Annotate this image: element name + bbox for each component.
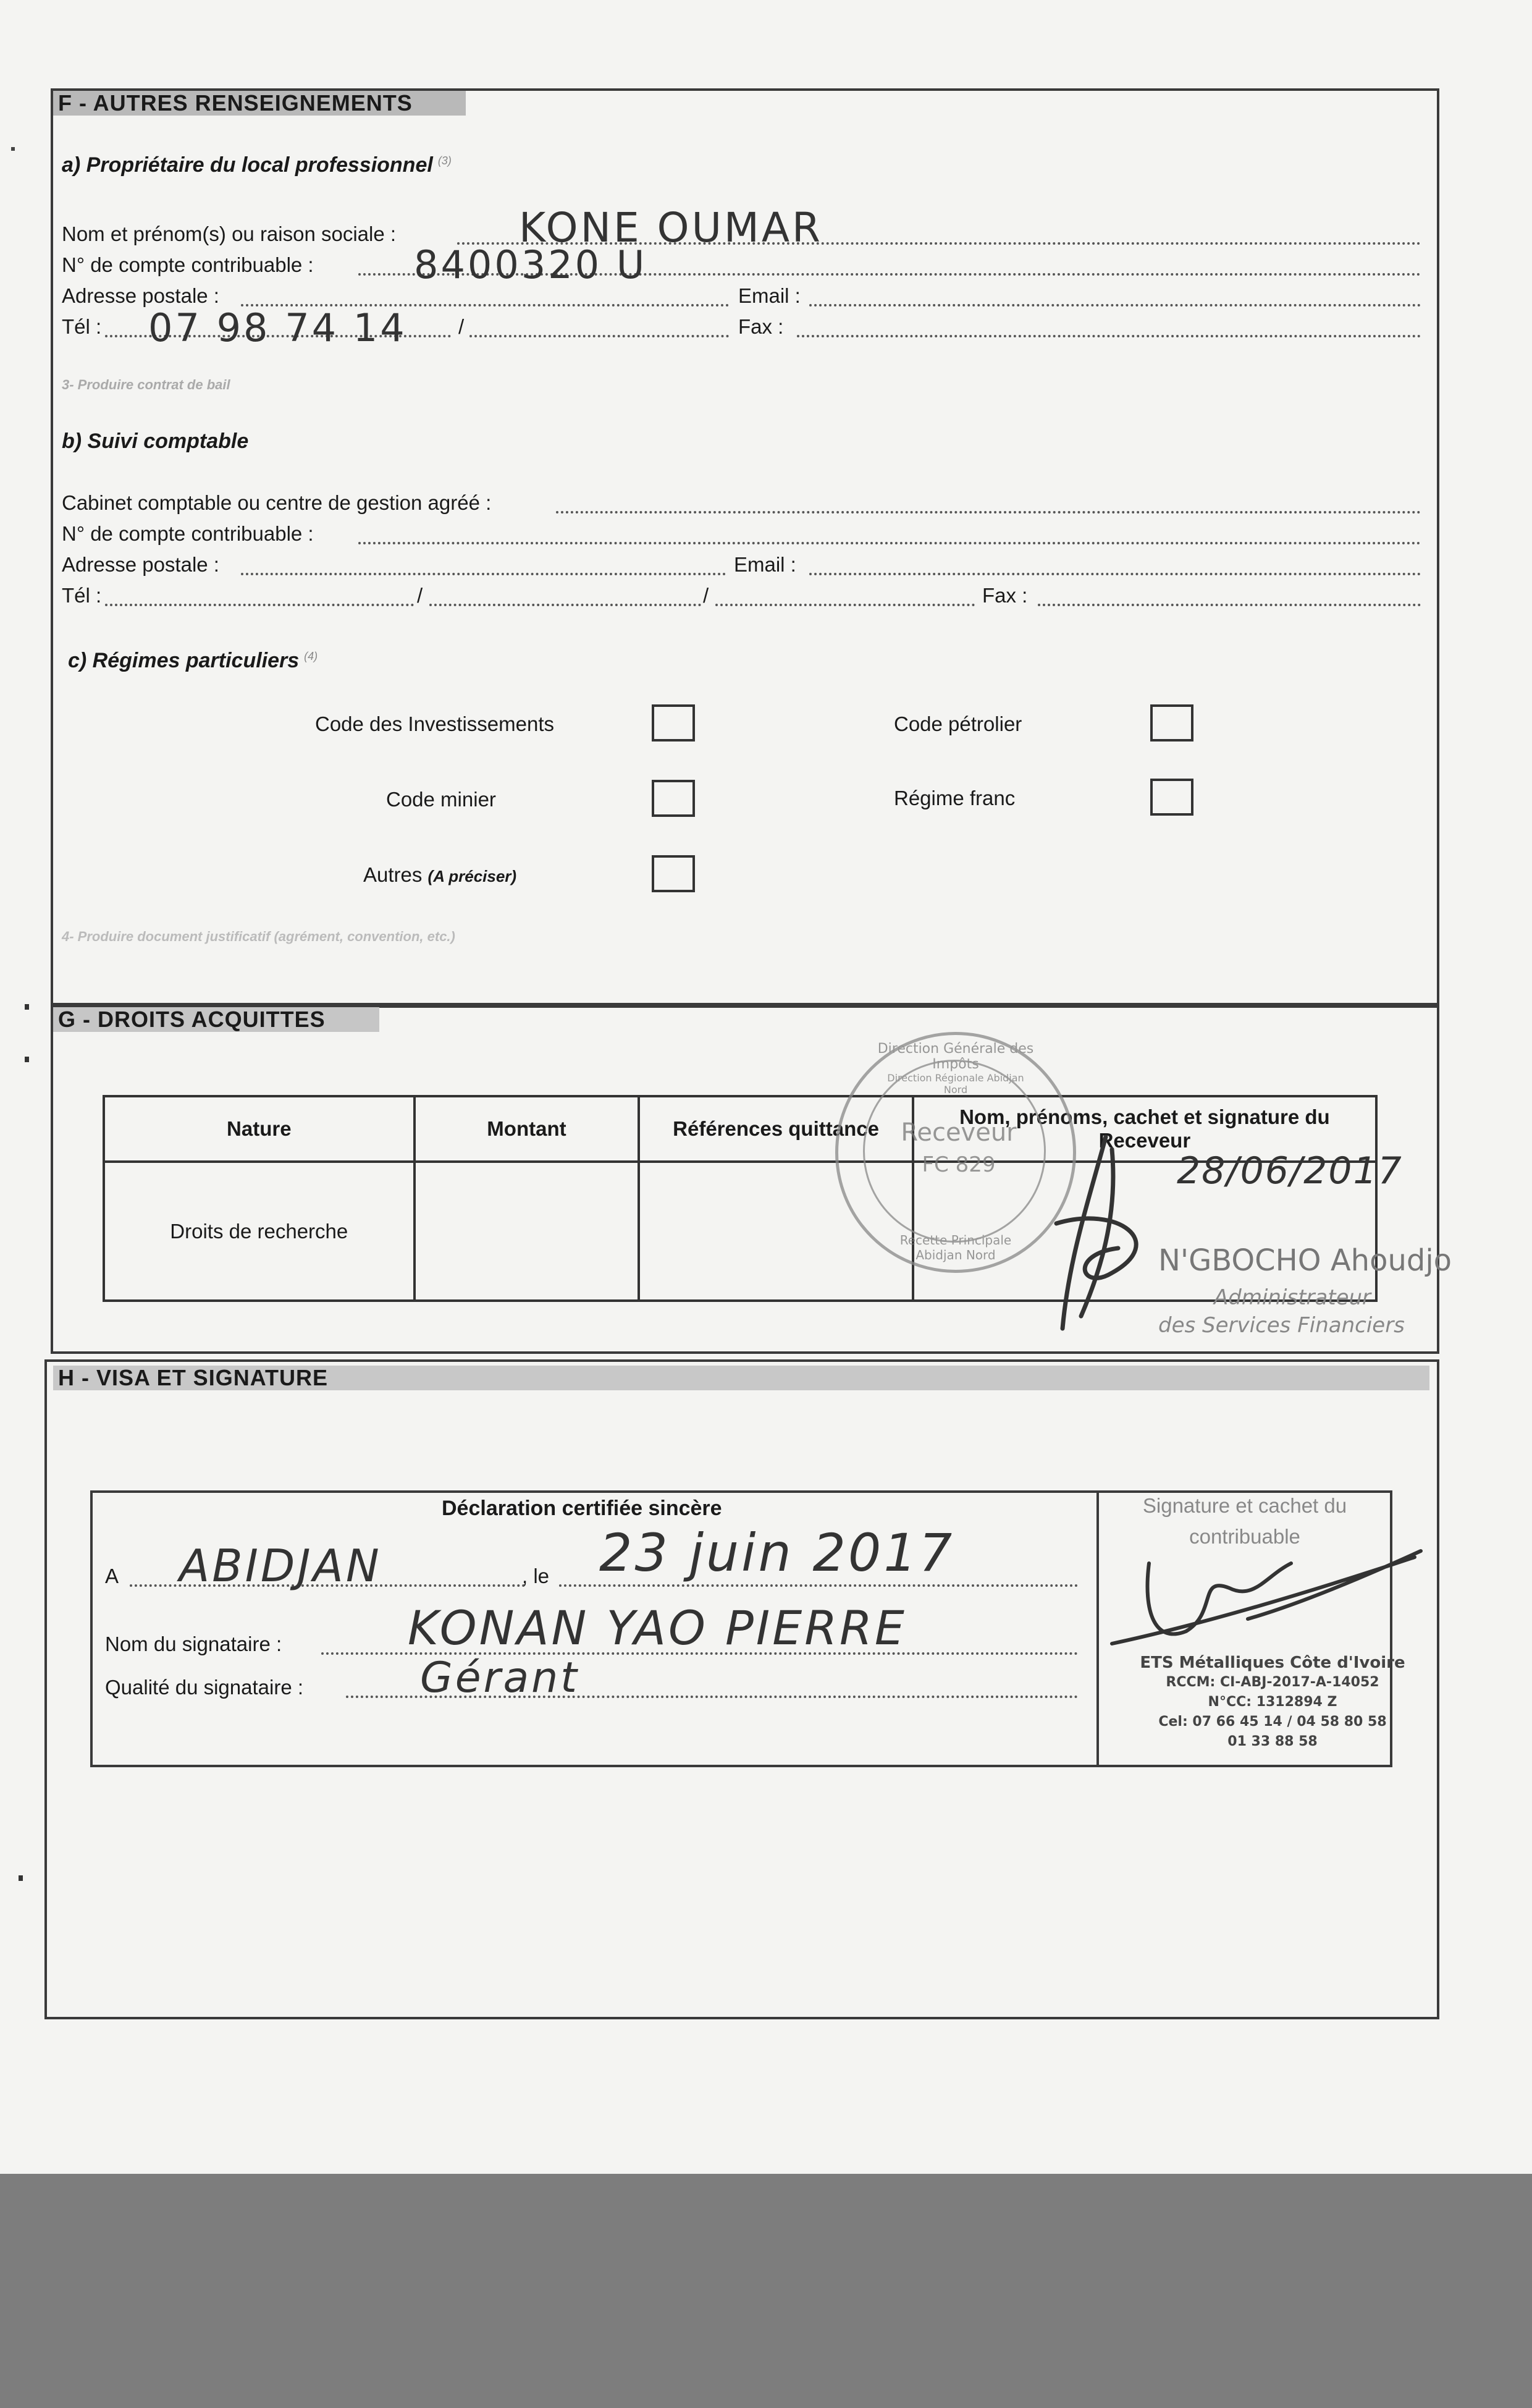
accounting-tel2-line bbox=[429, 604, 701, 606]
officer-title-1: Administrateur bbox=[1214, 1285, 1371, 1310]
owner-subtitle-text: a) Propriétaire du local professionnel bbox=[62, 153, 433, 177]
declaration-divider bbox=[1096, 1490, 1099, 1767]
stamp-text-top: Direction Générale des Impôts bbox=[877, 1041, 1034, 1072]
owner-tel-slash: / bbox=[458, 315, 465, 338]
company-stamp bbox=[1106, 1653, 1439, 1764]
scan-speck bbox=[11, 147, 15, 151]
accounting-email-label: Email : bbox=[734, 553, 796, 576]
regimes-subtitle-text: c) Régimes particuliers bbox=[68, 649, 300, 672]
quality-label: Qualité du signataire : bbox=[105, 1676, 304, 1699]
cabinet-label: Cabinet comptable ou centre de gestion agréé : bbox=[62, 491, 492, 514]
accounting-subtitle: b) Suivi comptable bbox=[62, 429, 249, 453]
rights-cell-nature: Droits de recherche bbox=[104, 1162, 415, 1301]
owner-email-label: Email : bbox=[738, 284, 801, 307]
company-stamp-line-3: N°CC: 1312894 Z bbox=[1208, 1694, 1337, 1710]
regime-minier-label: Code minier bbox=[386, 788, 496, 811]
signatory-label: Nom du signataire : bbox=[105, 1633, 282, 1655]
date-line bbox=[559, 1584, 1078, 1587]
owner-subtitle bbox=[62, 153, 452, 177]
regime-invest-checkbox[interactable] bbox=[652, 704, 695, 741]
note-3: 3- Produire contrat de bail bbox=[62, 377, 230, 392]
regime-petrol-label: Code pétrolier bbox=[894, 712, 1022, 735]
regime-franc-checkbox[interactable] bbox=[1150, 779, 1193, 816]
accounting-address-line bbox=[241, 573, 726, 575]
regime-autres-text: Autres bbox=[363, 863, 423, 886]
regime-petrol-checkbox[interactable] bbox=[1150, 704, 1193, 741]
accounting-fax-line bbox=[1038, 604, 1421, 606]
cabinet-line bbox=[556, 511, 1421, 513]
accounting-tel-label: Tél : bbox=[62, 584, 102, 607]
note-4: 4- Produire document justificatif (agrément, convention, etc.) bbox=[62, 929, 455, 944]
stamp-text-receveur: Receveur bbox=[901, 1118, 1017, 1147]
regime-autres-label bbox=[363, 863, 516, 887]
regime-invest-label: Code des Investissements bbox=[315, 712, 555, 735]
owner-account-value: 8400320 U bbox=[414, 242, 647, 287]
receveur-signature bbox=[1044, 1131, 1192, 1335]
company-stamp-line-2: RCCM: CI-ABJ-2017-A-14052 bbox=[1166, 1675, 1379, 1690]
company-stamp-line-5: 01 33 88 58 bbox=[1227, 1734, 1318, 1749]
owner-subtitle-ref: (3) bbox=[437, 154, 452, 167]
owner-tel-value: 07 98 74 14 bbox=[148, 305, 407, 350]
rights-cell-montant bbox=[415, 1162, 639, 1301]
stamp-text-code: FC 829 bbox=[922, 1152, 996, 1177]
owner-email-line bbox=[809, 304, 1421, 306]
accounting-address-label: Adresse postale : bbox=[62, 553, 219, 576]
rights-col-references: Références quittance bbox=[639, 1096, 912, 1162]
contributor-sig-title: Signature et cachet du contribuable bbox=[1142, 1494, 1347, 1548]
accounting-tel-line bbox=[105, 604, 414, 606]
regime-franc-label: Régime franc bbox=[894, 787, 1016, 809]
owner-tel-label: Tél : bbox=[62, 315, 102, 338]
section-h-title: H - VISA ET SIGNATURE bbox=[53, 1366, 1429, 1390]
scan-speck bbox=[25, 1057, 29, 1062]
accounting-email-line bbox=[809, 573, 1421, 575]
rights-col-montant: Montant bbox=[415, 1096, 639, 1162]
date-label: , le bbox=[522, 1565, 550, 1587]
regime-autres-hint: (A préciser) bbox=[427, 867, 517, 885]
regimes-subtitle bbox=[68, 649, 318, 673]
place-value: ABIDJAN bbox=[179, 1540, 382, 1592]
accounting-account-label: N° de compte contribuable : bbox=[62, 522, 314, 545]
officer-name: N'GBOCHO Ahoudjo bbox=[1158, 1243, 1452, 1278]
company-stamp-line-4: Cel: 07 66 45 14 / 04 58 80 58 bbox=[1158, 1714, 1387, 1730]
company-stamp-line-1: ETS Métalliques Côte d'Ivoire bbox=[1140, 1654, 1405, 1672]
owner-name-value: KONE OUMAR bbox=[519, 204, 823, 251]
accounting-tel3-line bbox=[715, 604, 975, 606]
owner-tel2-line bbox=[469, 335, 729, 337]
quality-value: Gérant bbox=[420, 1654, 579, 1702]
regime-minier-checkbox[interactable] bbox=[652, 780, 695, 817]
stamp-text-region: Direction Régionale Abidjan Nord bbox=[887, 1072, 1024, 1096]
place-label: A bbox=[105, 1565, 119, 1587]
owner-address-label: Adresse postale : bbox=[62, 284, 219, 307]
receveur-round-stamp bbox=[835, 1032, 1076, 1273]
receveur-date: 28/06/2017 bbox=[1177, 1149, 1403, 1193]
date-value: 23 juin 2017 bbox=[599, 1523, 955, 1583]
accounting-tel-slash2: / bbox=[703, 584, 709, 607]
accounting-tel-slash1: / bbox=[417, 584, 423, 607]
contributor-signature bbox=[1106, 1539, 1427, 1662]
regime-autres-checkbox[interactable] bbox=[652, 855, 695, 892]
accounting-fax-label: Fax : bbox=[982, 584, 1028, 607]
stamp-text-bottom: Recette Principale Abidjan Nord bbox=[899, 1233, 1012, 1262]
regimes-subtitle-ref: (4) bbox=[304, 649, 318, 662]
rights-col-nature: Nature bbox=[104, 1096, 415, 1162]
declaration-title: Déclaration certifiée sincère bbox=[442, 1497, 722, 1520]
section-g-title: G - DROITS ACQUITTES bbox=[53, 1007, 379, 1032]
rights-col-receveur: Nom, prénoms, cachet et signature du Receveur bbox=[913, 1096, 1376, 1162]
owner-name-label: Nom et prénom(s) ou raison sociale : bbox=[62, 222, 397, 245]
scan-speck bbox=[25, 1004, 29, 1010]
accounting-account-line bbox=[358, 542, 1421, 544]
owner-fax-label: Fax : bbox=[738, 315, 784, 338]
owner-fax-line bbox=[797, 335, 1421, 337]
owner-account-label: N° de compte contribuable : bbox=[62, 253, 314, 276]
officer-title-2: des Services Financiers bbox=[1158, 1313, 1405, 1338]
section-f-title: F - AUTRES RENSEIGNEMENTS bbox=[53, 91, 466, 116]
signatory-value: KONAN YAO PIERRE bbox=[408, 1600, 907, 1655]
scan-speck bbox=[19, 1875, 23, 1881]
